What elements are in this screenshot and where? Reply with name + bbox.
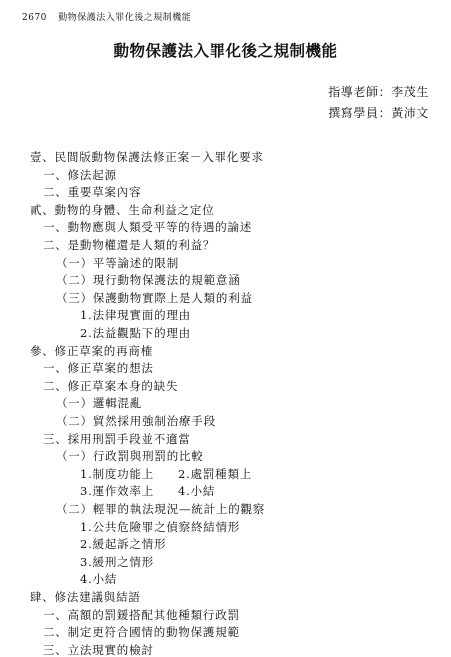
running-header bbox=[22, 10, 191, 23]
toc-item: 貳、動物的身體、生命利益之定位 bbox=[30, 203, 215, 217]
toc-item: 1.制度功能上 bbox=[80, 467, 155, 481]
toc-item: 三、採用刑罰手段並不適當 bbox=[43, 432, 191, 446]
toc-item: 三、立法現實的檢討 bbox=[43, 643, 154, 657]
toc-item: 一、修法起源 bbox=[43, 168, 117, 182]
article-title: 動物保護法入罪化後之規制機能 bbox=[113, 42, 338, 60]
page-number: 2670 bbox=[22, 13, 47, 23]
toc-item: 2.處罰種類上 bbox=[178, 467, 253, 481]
toc-item: 2.法益觀點下的理由 bbox=[80, 326, 191, 340]
toc-item: （二）輕罪的執法現況—統計上的觀察 bbox=[56, 502, 266, 516]
toc-item: 二、重要草案內容 bbox=[43, 185, 142, 199]
toc-item: 二、修正草案本身的缺失 bbox=[43, 379, 179, 393]
toc-item: 1.法律現實面的理由 bbox=[80, 308, 191, 322]
toc-item: （二）貿然採用強制治療手段 bbox=[56, 414, 216, 428]
toc-item: 一、高額的罰鍰搭配其他種類行政罰 bbox=[43, 608, 240, 622]
toc-item: 一、動物應與人類受平等的待遇的論述 bbox=[43, 220, 253, 234]
toc-item: 3.緩刑之情形 bbox=[80, 555, 155, 569]
author-line: 撰寫學員：黃沛文 bbox=[328, 106, 429, 120]
toc-item: （一）平等論述的限制 bbox=[56, 256, 179, 270]
toc-item: 二、是動物權還是人類的利益？ bbox=[43, 238, 216, 252]
toc-item: 一、修正草案的想法 bbox=[43, 361, 154, 375]
toc-item: 4.小結 bbox=[178, 484, 216, 498]
toc-item: （一）邏輯混亂 bbox=[56, 396, 143, 410]
running-title: 動物保護法入罪化後之規制機能 bbox=[58, 13, 192, 23]
toc-item: （三）保護動物實際上是人類的利益 bbox=[56, 291, 253, 305]
toc-item: 1.公共危險罪之偵察終結情形 bbox=[80, 520, 241, 534]
toc-item: 二、制定更符合國情的動物保護規範 bbox=[43, 625, 240, 639]
advisor-line: 指導老師：李茂生 bbox=[328, 85, 429, 99]
toc-item: 壹、民間版動物保護法修正案－入罪化要求 bbox=[30, 150, 264, 164]
toc-item: 4.小結 bbox=[80, 572, 118, 586]
toc-item: 2.緩起訴之情形 bbox=[80, 537, 167, 551]
toc-item: 3.運作效率上 bbox=[80, 484, 155, 498]
toc-item: 肆、修法建議與結語 bbox=[30, 590, 141, 604]
toc-item: 參、修正草案的再商榷 bbox=[30, 344, 153, 358]
toc-item: （二）現行動物保護法的規範意涵 bbox=[56, 273, 241, 287]
credits-block bbox=[328, 82, 429, 124]
toc-item: （一）行政罰與刑罰的比較 bbox=[56, 449, 204, 463]
